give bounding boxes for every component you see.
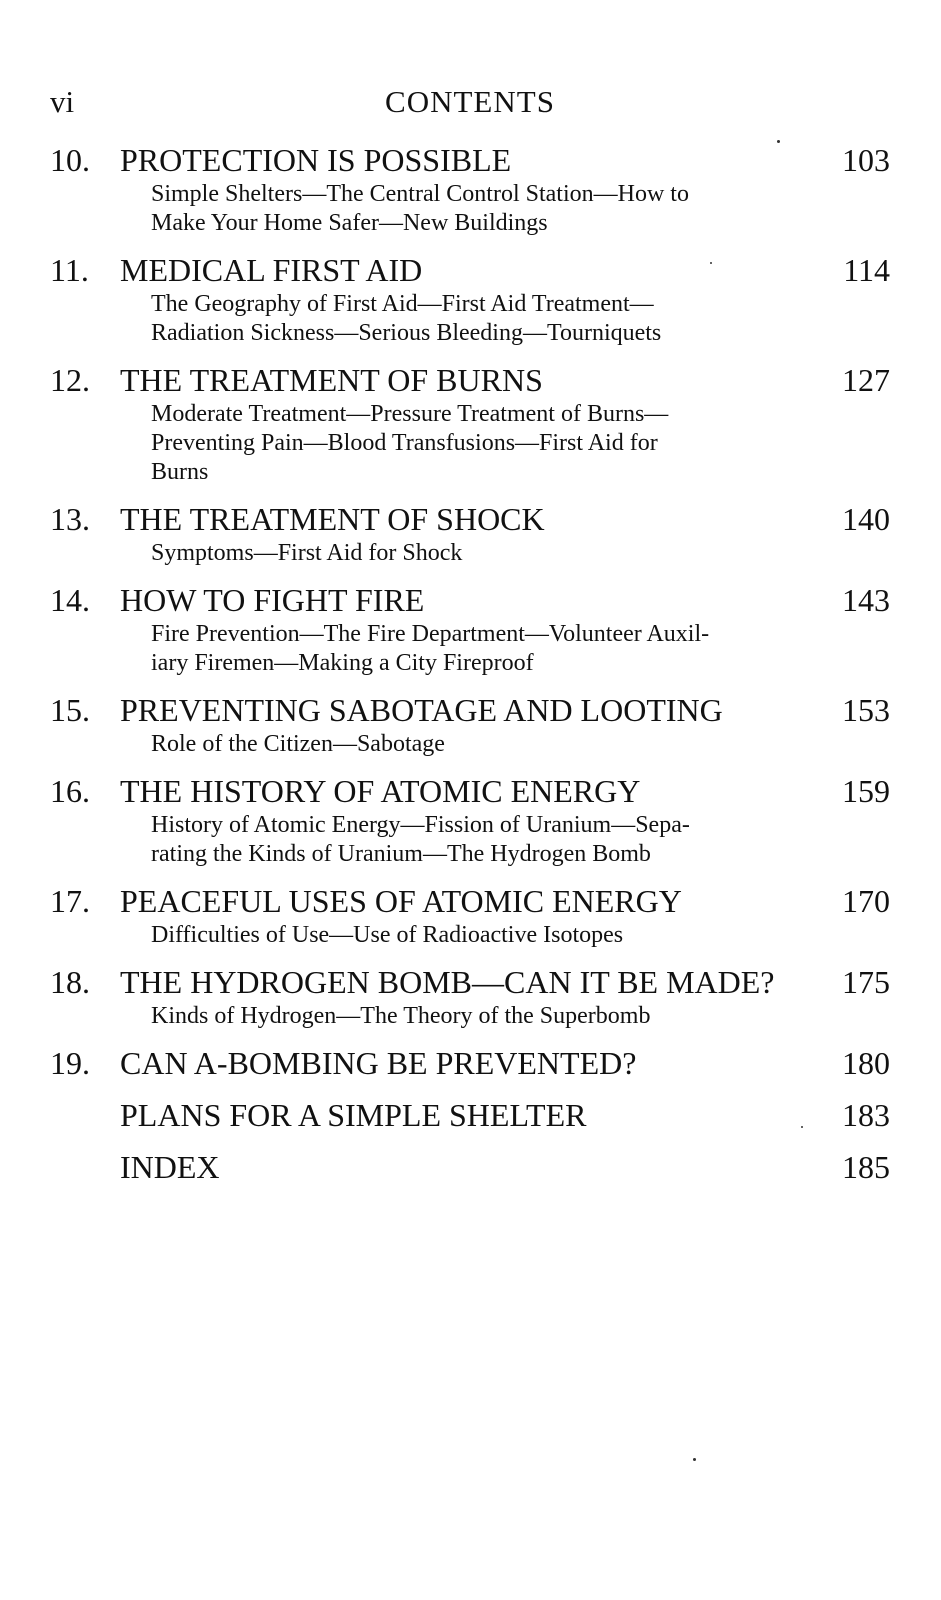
subtopic-line: Role of the Citizen—Sabotage xyxy=(151,731,445,757)
chapter-title: PREVENTING SABOTAGE AND LOOTING xyxy=(120,692,723,728)
running-title: CONTENTS xyxy=(385,84,555,119)
print-speck xyxy=(801,1126,803,1128)
subtopic-line: Preventing Pain—Blood Transfusions—First Aid for xyxy=(151,430,658,456)
toc-entry-15 xyxy=(50,690,890,759)
chapter-title: INDEX xyxy=(120,1149,220,1185)
toc-entry-index xyxy=(50,1147,890,1187)
toc-entry-13 xyxy=(50,499,890,568)
page-number: 185 xyxy=(842,1149,890,1185)
page-number: 114 xyxy=(843,252,890,288)
chapter-title: PROTECTION IS POSSIBLE xyxy=(120,142,512,178)
page-number: 103 xyxy=(842,142,890,178)
print-speck xyxy=(710,262,712,264)
subtopic-line: Burns xyxy=(151,459,209,485)
page-number: 143 xyxy=(842,582,890,618)
subtopic-line: Moderate Treatment—Pressure Treatment of Burns— xyxy=(151,401,669,427)
page-number: 175 xyxy=(842,964,890,1000)
chapter-number: 17. xyxy=(50,883,90,919)
subtopic-line: Fire Prevention—The Fire Department—Volunteer Auxil- xyxy=(151,621,710,647)
chapter-number: 11. xyxy=(50,252,89,288)
toc-entry-19 xyxy=(50,1043,890,1083)
table-of-contents xyxy=(50,140,890,1199)
toc-entry-18 xyxy=(50,962,890,1031)
chapter-title: MEDICAL FIRST AID xyxy=(120,252,423,288)
chapter-number: 15. xyxy=(50,692,90,728)
chapter-title: PEACEFUL USES OF ATOMIC ENERGY xyxy=(120,883,682,919)
chapter-subtopics xyxy=(151,400,822,487)
toc-entry-16 xyxy=(50,771,890,869)
chapter-number: 16. xyxy=(50,773,90,809)
subtopic-line: Make Your Home Safer—New Buildings xyxy=(151,210,548,236)
page-number: 170 xyxy=(842,883,890,919)
chapter-number: 13. xyxy=(50,501,90,537)
page-number: 140 xyxy=(842,501,890,537)
chapter-subtopics xyxy=(151,290,822,348)
chapter-title: PLANS FOR A SIMPLE SHELTER xyxy=(120,1097,587,1133)
subtopic-line: Symptoms—First Aid for Shock xyxy=(151,540,463,566)
chapter-title: THE TREATMENT OF SHOCK xyxy=(120,501,545,537)
subtopic-line: Simple Shelters—The Central Control Station—How to xyxy=(151,181,689,207)
chapter-title: HOW TO FIGHT FIRE xyxy=(120,582,425,618)
chapter-number: 18. xyxy=(50,964,90,1000)
chapter-subtopics xyxy=(151,539,822,568)
toc-entry-14 xyxy=(50,580,890,678)
chapter-subtopics xyxy=(151,730,822,759)
chapter-title: CAN A-BOMBING BE PREVENTED? xyxy=(120,1045,637,1081)
page-folio: vi xyxy=(50,84,75,119)
chapter-title: THE HYDROGEN BOMB—CAN IT BE MADE? xyxy=(120,964,775,1000)
page-number: 180 xyxy=(842,1045,890,1081)
chapter-subtopics xyxy=(151,921,822,950)
subtopic-line: iary Firemen—Making a City Fireproof xyxy=(151,650,534,676)
print-speck xyxy=(693,1458,696,1461)
chapter-title: THE HISTORY OF ATOMIC ENERGY xyxy=(120,773,641,809)
chapter-subtopics xyxy=(151,1002,822,1031)
subtopic-line: The Geography of First Aid—First Aid Treatment— xyxy=(151,291,654,317)
chapter-subtopics xyxy=(151,811,822,869)
chapter-number: 14. xyxy=(50,582,90,618)
chapter-title: THE TREATMENT OF BURNS xyxy=(120,362,543,398)
toc-entry-shelter-plans xyxy=(50,1095,890,1135)
page-header xyxy=(50,80,890,124)
toc-entry-17 xyxy=(50,881,890,950)
subtopic-line: rating the Kinds of Uranium—The Hydrogen Bomb xyxy=(151,841,651,867)
chapter-number: 10. xyxy=(50,142,90,178)
subtopic-line: Radiation Sickness—Serious Bleeding—Tourniquets xyxy=(151,320,662,346)
subtopic-line: Difficulties of Use—Use of Radioactive Isotopes xyxy=(151,922,624,948)
page-number: 183 xyxy=(842,1097,890,1133)
chapter-number: 19. xyxy=(50,1045,90,1081)
print-speck xyxy=(777,140,780,143)
page-number: 153 xyxy=(842,692,890,728)
toc-entry-10 xyxy=(50,140,890,238)
toc-entry-12 xyxy=(50,360,890,487)
chapter-subtopics xyxy=(151,620,822,678)
chapter-number: 12. xyxy=(50,362,90,398)
subtopic-line: Kinds of Hydrogen—The Theory of the Superbomb xyxy=(151,1003,651,1029)
page-number: 127 xyxy=(842,362,890,398)
subtopic-line: History of Atomic Energy—Fission of Uranium—Sepa- xyxy=(151,812,690,838)
toc-entry-11 xyxy=(50,250,890,348)
chapter-subtopics xyxy=(151,180,822,238)
page-number: 159 xyxy=(842,773,890,809)
